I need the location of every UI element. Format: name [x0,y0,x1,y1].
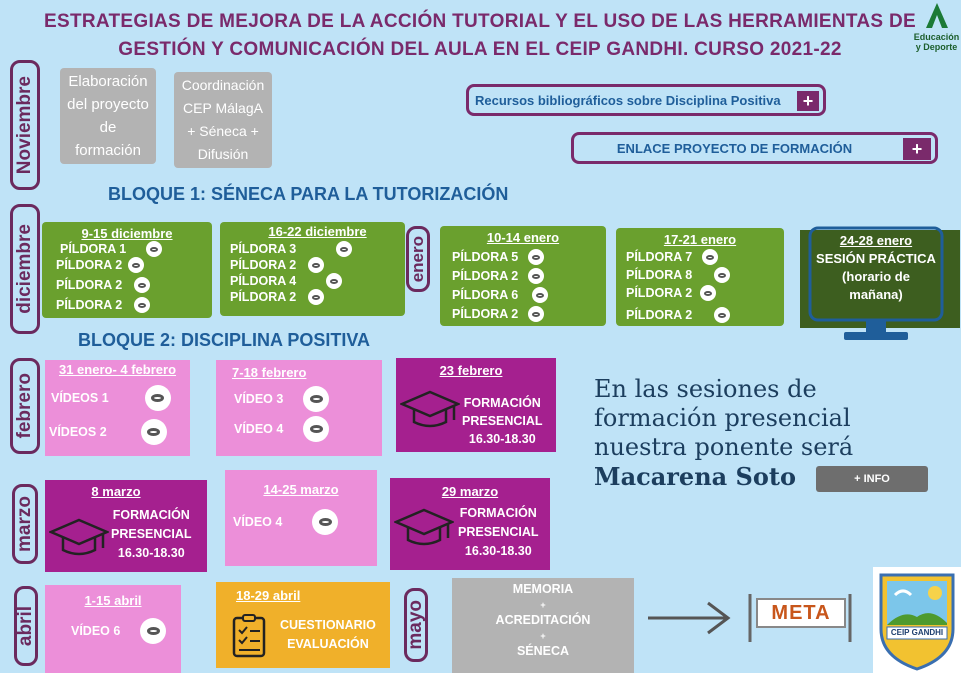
proyecto-plus-icon[interactable]: + [903,138,931,160]
pildora-row[interactable]: PÍLDORA 4 [230,273,405,289]
eye-icon[interactable] [303,386,329,412]
mar-8-presencial: 8 marzo FORMACIÓN PRESENCIAL 16.30-18.30 [45,480,207,572]
month-diciembre: diciembre [10,204,40,334]
graduation-cap-icon [49,516,109,558]
eye-icon[interactable] [134,277,150,293]
week-17-21-ene: 17-21 enero PÍLDORA 7 PÍLDORA 8 PÍLDORA 2 PÍLDORA 2 [616,228,784,326]
week-16-22-dic: 16-22 diciembre PÍLDORA 3 PÍLDORA 2 PÍLDORA 4 PÍLDORA 2 [220,222,405,316]
bloque1-title: BLOQUE 1: SÉNECA PARA LA TUTORIZACIÓN [108,184,509,204]
feb-23-presencial: 23 febrero FORMACIÓN PRESENCIAL 16.30-18.30 [396,358,556,452]
eye-icon[interactable] [700,285,716,301]
arrow-right-icon [646,600,732,636]
eye-icon[interactable] [532,287,548,303]
video-row[interactable]: VÍDEO 4 [234,416,382,442]
month-enero: enero [406,226,430,292]
feb-31ene-4feb: 31 enero- 4 febrero VÍDEOS 1 VÍDEOS 2 [45,360,190,456]
sesion-practica-text: 24-28 enero SESIÓN PRÁCTICA (horario de mañana) [816,233,936,302]
feb-7-18: 7-18 febrero VÍDEO 3 VÍDEO 4 [216,360,382,456]
pildora-row[interactable]: PÍLDORA 2 [452,306,606,322]
proyecto-link[interactable]: ENLACE PROYECTO DE FORMACIÓN + [571,132,938,164]
video-row[interactable]: VÍDEO 3 [234,386,382,412]
pildora-row[interactable]: PÍLDORA 2 [626,285,784,301]
eye-icon[interactable] [326,273,342,289]
pildora-row[interactable]: PÍLDORA 2 [452,268,606,284]
eye-icon[interactable] [145,385,171,411]
eye-icon[interactable] [312,509,338,535]
graduation-cap-icon [394,506,454,548]
abr-1-15: 1-15 abril VÍDEO 6 [45,585,181,673]
pildora-row[interactable]: PÍLDORA 2 [230,257,405,273]
pildora-row[interactable]: PÍLDORA 7 [626,249,784,265]
pildora-row[interactable]: PÍLDORA 6 [452,287,606,303]
eye-icon[interactable] [146,241,162,257]
coordinacion-box: Coordinación CEP MálagA + Séneca + Difusión [174,72,272,168]
month-abril: abril [14,586,38,666]
eye-icon[interactable] [308,289,324,305]
eye-icon[interactable] [528,306,544,322]
week-9-15-dic: 9-15 diciembre PÍLDORA 1 PÍLDORA 2 PÍLDORA 2 PÍLDORA 2 [42,222,212,318]
pildora-row[interactable]: PÍLDORA 5 [452,249,606,265]
recursos-link[interactable]: Recursos bibliográficos sobre Disciplina Positiva + [466,84,826,116]
video-row[interactable]: VÍDEOS 1 [51,385,190,411]
eye-icon[interactable] [134,297,150,313]
video-row[interactable]: VÍDEO 6 [71,618,181,644]
pildora-row[interactable]: PÍLDORA 2 [56,277,212,293]
junta-logo-icon [922,0,952,30]
eye-icon[interactable] [528,268,544,284]
pildora-row[interactable]: PÍLDORA 2 [626,307,784,323]
month-marzo: marzo [12,484,38,564]
graduation-cap-icon [400,388,460,430]
month-mayo: mayo [404,588,428,662]
week-10-14-ene: 10-14 enero PÍLDORA 5 PÍLDORA 2 PÍLDORA 6 PÍLDORA 2 [440,226,606,326]
eye-icon[interactable] [714,307,730,323]
eye-icon[interactable] [140,618,166,644]
eye-icon[interactable] [528,249,544,265]
eye-icon[interactable] [303,416,329,442]
ceip-gandhi-logo: CEIP GANDHI [873,567,961,673]
eye-icon[interactable] [141,419,167,445]
ponente-text: En las sesiones de formación presencial nuestra ponente será Macarena Soto [594,375,854,491]
eye-icon[interactable] [702,249,718,265]
meta-banner: META [756,598,846,628]
eye-icon[interactable] [714,267,730,283]
pildora-row[interactable]: PÍLDORA 2 [230,289,405,305]
pildora-row[interactable]: PÍLDORA 8 [626,267,784,283]
month-febrero: febrero [10,358,40,454]
pildora-row[interactable]: PÍLDORA 3 [230,241,405,257]
video-row[interactable]: VÍDEOS 2 [49,419,190,445]
eye-icon[interactable] [336,241,352,257]
bloque2-title: BLOQUE 2: DISCIPLINA POSITIVA [78,330,371,350]
info-button[interactable]: + INFO [816,466,928,492]
pildora-row[interactable]: PÍLDORA 2 [56,297,212,313]
pildora-row[interactable]: PÍLDORA 2 [56,257,212,273]
recursos-plus-icon[interactable]: + [797,91,819,111]
school-shield-icon [873,567,961,673]
abr-18-29: 18-29 abril CUESTIONARIO EVALUACIÓN [216,582,390,668]
eye-icon[interactable] [308,257,324,273]
memoria-box: MEMORIA + ACREDITACIÓN + SÉNECA [452,578,634,673]
ponente-name: Macarena Soto [594,462,796,491]
mar-29-presencial: 29 marzo FORMACIÓN PRESENCIAL 16.30-18.30 [390,478,550,570]
elaboracion-box: Elaboración del proyecto de formación [60,68,156,164]
video-row[interactable]: VÍDEO 4 [233,509,377,535]
mar-14-25: 14-25 marzo VÍDEO 4 [225,470,377,566]
junta-logo: Educación y Deporte [912,0,961,56]
checklist-icon [232,614,268,658]
page-title: ESTRATEGIAS DE MEJORA DE LA ACCIÓN TUTORIAL Y EL USO DE LAS HERRAMIENTAS DE GESTIÓN Y COMUNICACIÓN DEL AULA EN EL CEIP GANDHI. CURSO 2021-22 [44,11,916,60]
pildora-row[interactable]: PÍLDORA 1 [60,241,212,257]
eye-icon[interactable] [128,257,144,273]
month-noviembre: Noviembre [10,60,40,190]
